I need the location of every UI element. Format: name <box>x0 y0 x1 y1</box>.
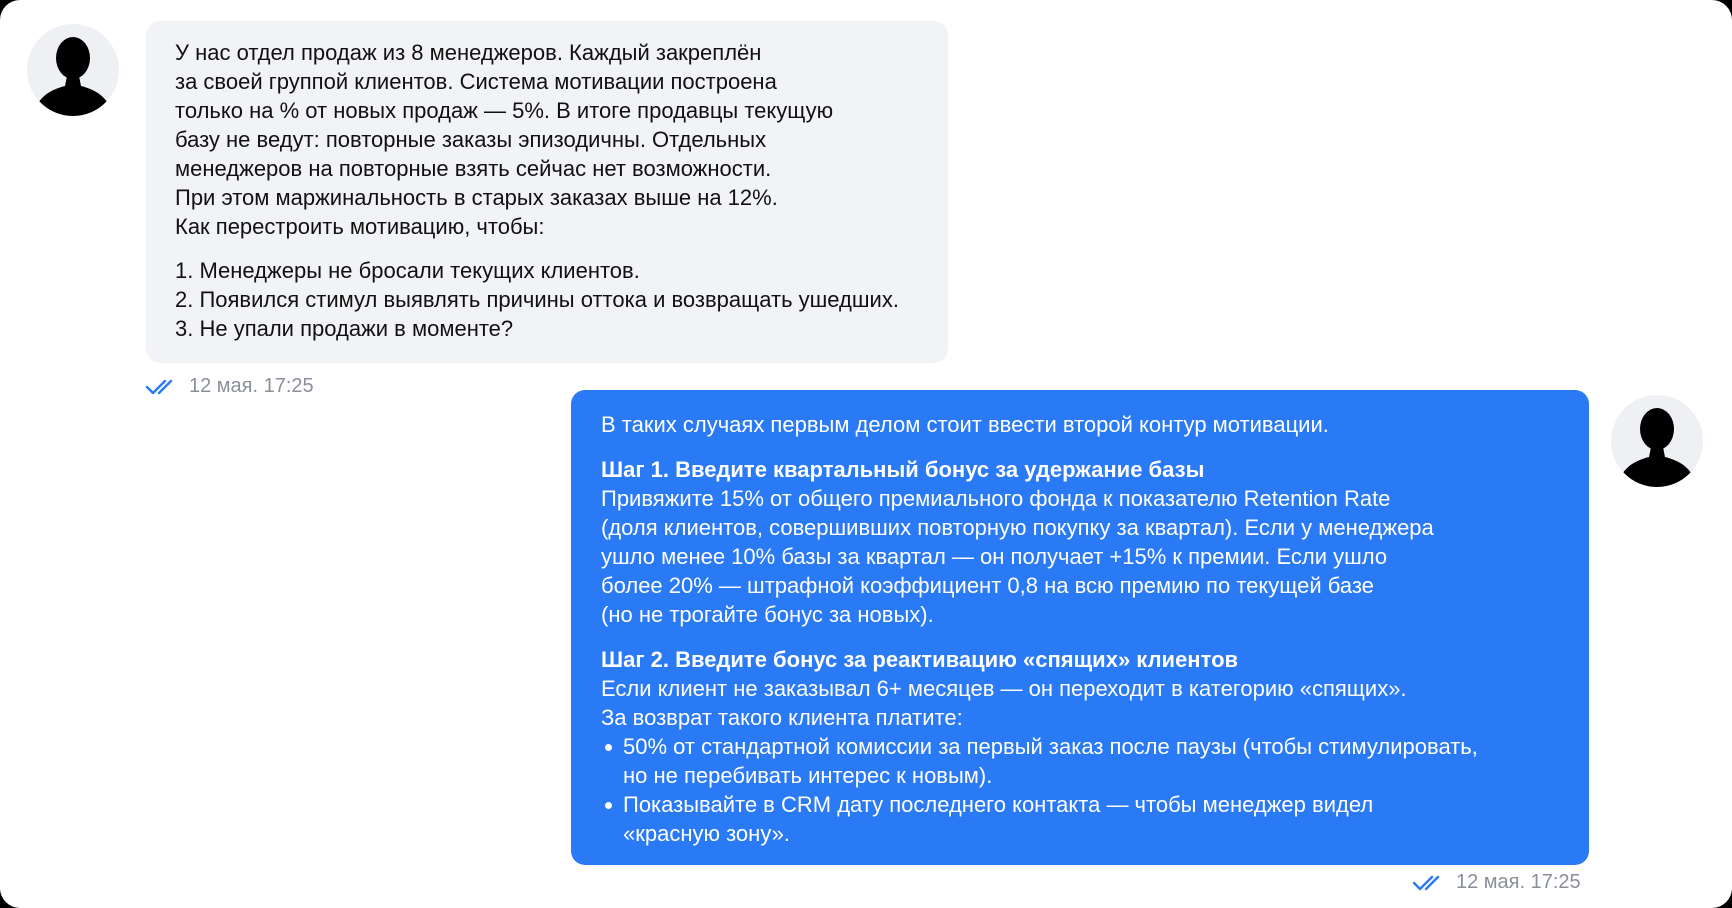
user-silhouette-icon <box>27 24 119 116</box>
list-item: 1. Менеджеры не бросали текущих клиентов. <box>175 258 640 283</box>
double-check-icon <box>145 379 179 395</box>
user-avatar-left[interactable] <box>27 24 119 116</box>
double-check-icon <box>1412 875 1446 891</box>
step-1-body <box>601 484 1561 629</box>
message-line: Привяжите 15% от общего премиального фонда к показателю Retention Rate <box>601 486 1391 511</box>
list-item <box>601 790 1561 848</box>
message-line: За возврат такого клиента платите: <box>601 705 963 730</box>
message-timestamp: 12 мая. 17:25 <box>1456 871 1581 893</box>
message-line: за своей группой клиентов. Система мотивации построена <box>175 69 777 94</box>
message-line: Если клиент не заказывал 6+ месяцев — он переходит в категорию «спящих». <box>601 676 1407 701</box>
message-line: менеджеров на повторные взять сейчас нет возможности. <box>175 156 772 181</box>
message-line: более 20% — штрафной коэффициент 0,8 на всю премию по текущей базе <box>601 573 1374 598</box>
bullet-line: «красную зону». <box>623 821 790 846</box>
user-avatar-right[interactable] <box>1611 395 1703 487</box>
step-2-body <box>601 674 1561 732</box>
message-line: Как перестроить мотивацию, чтобы: <box>175 214 545 239</box>
outgoing-message-bubble[interactable] <box>571 390 1589 865</box>
bullet-line: но не перебивать интерес к новым). <box>623 763 993 788</box>
list-item: 2. Появился стимул выявлять причины оттока и возвращать ушедших. <box>175 287 899 312</box>
message-timestamp: 12 мая. 17:25 <box>189 375 314 397</box>
message-line: ушло менее 10% базы за квартал — он получает +15% к премии. Если ушло <box>601 544 1388 569</box>
numbered-list <box>175 256 920 343</box>
outgoing-message-meta <box>1412 871 1581 894</box>
list-item <box>601 732 1561 790</box>
message-line: базу не ведут: повторные заказы эпизодичны. Отдельных <box>175 127 767 152</box>
step-2-title: Шаг 2. Введите бонус за реактивацию «спящих» клиентов <box>601 647 1239 672</box>
user-silhouette-icon <box>1611 395 1703 487</box>
message-line: У нас отдел продаж из 8 менеджеров. Каждый закреплён <box>175 40 762 65</box>
message-paragraph <box>175 38 920 241</box>
list-item: 3. Не упали продажи в моменте? <box>175 316 514 341</box>
bullet-list <box>601 732 1561 848</box>
message-line: (доля клиентов, совершивших повторную покупку за квартал). Если у менеджера <box>601 515 1434 540</box>
step-1-title: Шаг 1. Введите квартальный бонус за удержание базы <box>601 457 1205 482</box>
bullet-line: 50% от стандартной комиссии за первый заказ после паузы (чтобы стимулировать, <box>623 734 1478 759</box>
incoming-message-bubble[interactable] <box>146 21 948 363</box>
incoming-message-meta <box>145 375 314 398</box>
message-intro: В таких случаях первым делом стоит ввести второй контур мотивации. <box>601 412 1329 437</box>
bullet-line: Показывайте в CRM дату последнего контакта — чтобы менеджер видел <box>623 792 1374 817</box>
message-line: только на % от новых продаж — 5%. В итоге продавцы текущую <box>175 98 834 123</box>
message-line: При этом маржинальность в старых заказах выше на 12%. <box>175 185 778 210</box>
message-line: (но не трогайте бонус за новых). <box>601 602 934 627</box>
